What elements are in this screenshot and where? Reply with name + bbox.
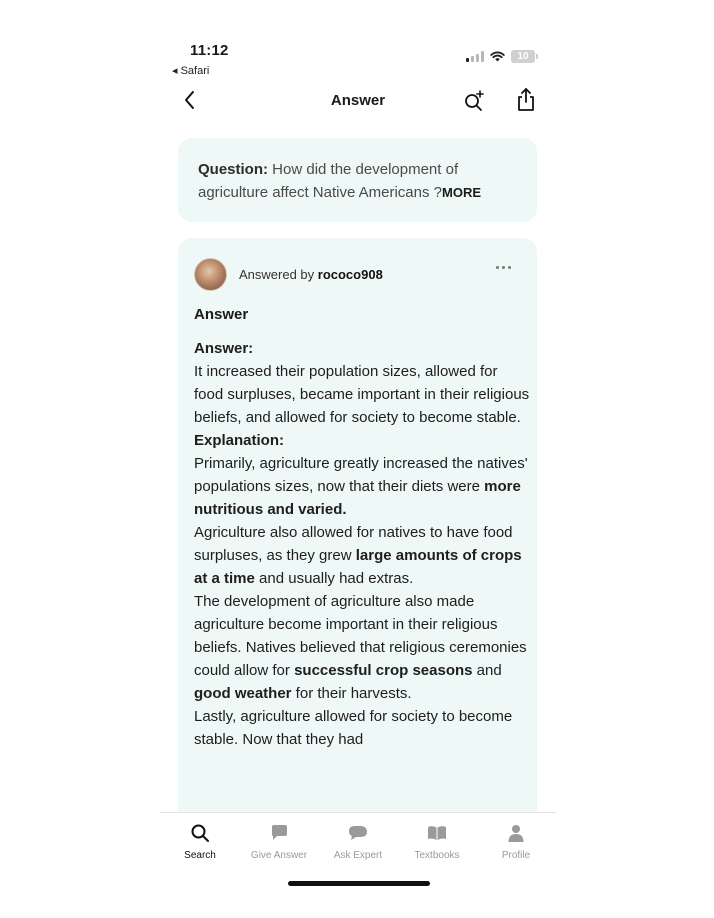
explanation-subheading: Explanation:: [194, 432, 285, 449]
cellular-signal-icon: [466, 51, 484, 62]
author-name[interactable]: rococo908: [317, 266, 383, 282]
wifi-icon: [490, 51, 505, 62]
page-title: Answer: [330, 92, 386, 109]
tab-label: Textbooks: [414, 850, 460, 861]
avatar[interactable]: [194, 258, 227, 291]
tab-label: Ask Expert: [333, 850, 383, 861]
tab-give-answer[interactable]: [239, 823, 319, 861]
search-question-icon[interactable]: [462, 88, 486, 112]
expert-chat-icon: [347, 823, 369, 843]
answer-heading: Answer: [194, 306, 249, 323]
search-icon: [190, 823, 210, 843]
answer-body: [194, 337, 530, 751]
status-time: 11:12: [190, 42, 229, 59]
answer-summary: It increased their population sizes, allowed for food surpluses, became important in their religious beliefs, and allowed for society to become stable.: [194, 363, 530, 426]
explanation-paragraph-4: Lastly, agriculture allowed for society to become stable. Now that they had: [194, 708, 513, 748]
status-icons: [466, 50, 538, 63]
share-icon[interactable]: [514, 87, 538, 113]
answer-author: [194, 258, 383, 290]
navigation-bar: [160, 82, 556, 120]
tab-textbooks[interactable]: [397, 823, 477, 861]
answered-by-label: Answered by rococo908: [239, 266, 383, 282]
tab-ask-expert[interactable]: [318, 823, 398, 861]
question-text: How did the development of agriculture affect Native Americans ?: [198, 161, 459, 201]
explanation-paragraph-2: Agriculture also allowed for natives to have food surpluses, as they grew large amounts of crops at a time and usually had extras.: [194, 524, 522, 587]
bottom-tab-bar: [160, 812, 556, 873]
answer-card: [178, 238, 537, 818]
chat-icon: [269, 823, 289, 843]
tab-label: Profile: [501, 850, 531, 861]
battery-level: 10: [511, 50, 535, 63]
more-link[interactable]: MORE: [442, 185, 482, 200]
book-icon: [426, 823, 448, 843]
back-to-safari-link[interactable]: ◂ Safari: [172, 65, 210, 77]
tab-label: Give Answer: [250, 850, 308, 861]
tab-label: Search: [184, 850, 216, 861]
home-indicator[interactable]: [288, 881, 430, 886]
more-options-icon[interactable]: [496, 266, 511, 269]
battery-icon: [511, 50, 538, 63]
question-label: Question:: [198, 161, 268, 178]
explanation-paragraph-3: The development of agriculture also made agriculture become important in their religious beliefs. Natives believed that religious ceremonies could allow for successful crop seasons and good weather for their harvests.: [194, 593, 527, 702]
tab-profile[interactable]: [476, 823, 556, 861]
tab-search[interactable]: [160, 823, 240, 861]
explanation-paragraph-1: Primarily, agriculture greatly increased the natives' populations sizes, now that their diets were more nutritious and varied.: [194, 455, 528, 518]
person-icon: [506, 823, 526, 843]
phone-screen: [160, 0, 556, 918]
answer-subheading: Answer:: [194, 340, 254, 357]
question-card[interactable]: [178, 138, 537, 222]
